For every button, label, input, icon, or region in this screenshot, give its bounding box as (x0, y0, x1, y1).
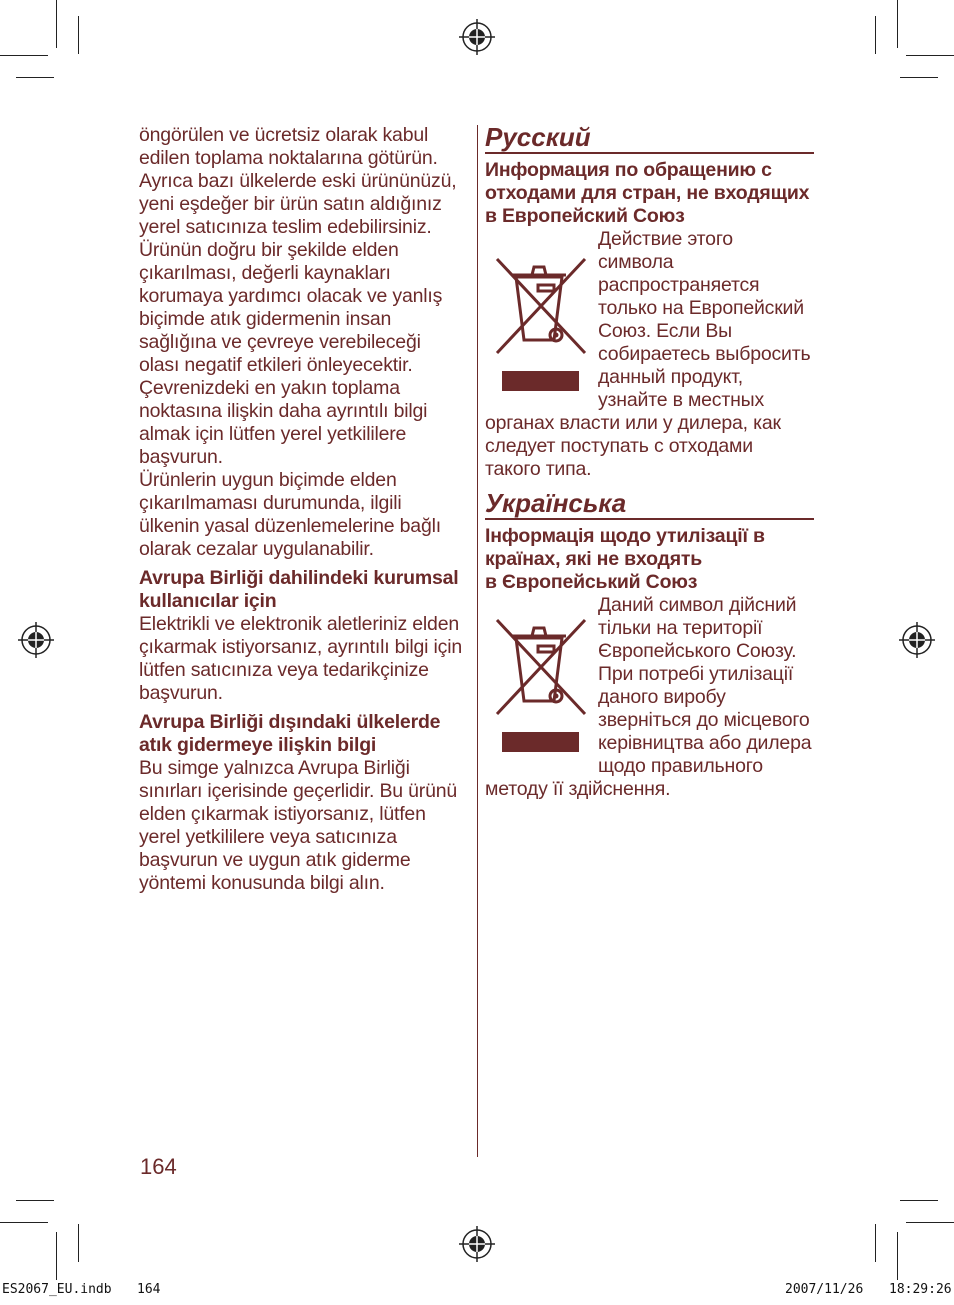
footer-date: 2007/11/26 (785, 1282, 864, 1297)
text-line: almak için lütfen yerel yetkililere (139, 423, 407, 445)
text-line: ülkenin yasal düzenlemelerine bağlı (139, 515, 441, 537)
text-line: Союз. Если Вы (598, 320, 732, 342)
text-line: только на Европейский (598, 297, 804, 319)
heading-line: Avrupa Birliği dışındaki ülkelerde (139, 711, 441, 733)
text-line: собираетесь выбросить (598, 343, 811, 365)
footer-file-name: ES2067_EU.indb (2, 1282, 112, 1297)
heading-line: Avrupa Birliği dahilindeki kurumsal (139, 567, 459, 589)
crop-mark (906, 55, 954, 56)
text-line: başvurun. (139, 446, 223, 468)
text-line: sınırları içerisinde geçerlidir. Bu ürünü (139, 780, 458, 802)
text-line: щодо правильного (598, 755, 763, 777)
crop-mark (0, 1222, 48, 1223)
section-heading (139, 711, 471, 757)
text-line: Даний символ дійсний (598, 594, 797, 616)
registration-mark-icon (459, 1226, 495, 1262)
heading-line: в Европейский Союз (485, 205, 685, 227)
crop-mark (906, 1222, 954, 1223)
paragraph (139, 124, 471, 561)
heading-line: отходами для стран, не входящих (485, 182, 810, 204)
text-line: edilen toplama noktalarına götürün. (139, 147, 438, 169)
text-line: узнайте в местных (598, 389, 765, 411)
crop-mark (56, 0, 57, 48)
text-line: korumaya yardımcı olacak ve yanlış (139, 285, 443, 307)
paragraph (139, 613, 471, 705)
crop-mark (78, 16, 79, 54)
column-divider (477, 125, 478, 1157)
crop-mark (875, 16, 876, 54)
text-line: yerel satıcınıza teslim edebilirsiniz. (139, 216, 432, 238)
text-line: lütfen satıcınıza veya tedarikçinize (139, 659, 429, 681)
section-title: Русский (485, 122, 814, 154)
crop-mark (900, 77, 938, 78)
text-line: зверніться до місцевого (598, 709, 810, 731)
crop-mark (16, 1200, 54, 1201)
text-line: olarak cezalar uygulanabilir. (139, 538, 374, 560)
text-line: başvurun. (139, 682, 223, 704)
page-number: 164 (140, 1154, 177, 1179)
text-line: elden çıkarmak istiyorsanız, lütfen (139, 803, 426, 825)
text-line: Ürünlerin uygun biçimde elden (139, 469, 397, 491)
text-line: sağlığına ve çevreye verebileceği (139, 331, 421, 353)
side-text (598, 228, 814, 412)
crop-mark (16, 77, 54, 78)
text-line: çıkarmak istiyorsanız, ayrıntılı bilgi için (139, 636, 462, 658)
text-line: başvurun ve uygun atık giderme (139, 849, 411, 871)
heading-line: країнах, які не входять (485, 548, 703, 570)
text-line: керівництва або дилера (598, 732, 812, 754)
left-column (139, 124, 471, 895)
text-line: органах власти или у дилера, как (485, 412, 781, 434)
text-line: Действие этого (598, 228, 733, 250)
paragraph (485, 412, 814, 481)
text-line: çıkarılmaması durumunda, ilgili (139, 492, 402, 514)
crop-mark (897, 0, 898, 48)
section-title: Українська (485, 488, 814, 520)
crossed-bin-icon (494, 616, 588, 752)
text-line: символа (598, 251, 674, 273)
text-line: При потребі утилізації (598, 663, 794, 685)
heading-line: Информация по обращению с (485, 159, 772, 181)
registration-mark-icon (459, 19, 495, 55)
section-heading (485, 525, 814, 594)
heading-line: Інформація щодо утилізації в (485, 525, 765, 547)
text-line: тільки на території (598, 617, 763, 639)
heading-line: atık gidermeye ilişkin bilgi (139, 734, 377, 756)
text-line: Європейського Союзу. (598, 640, 797, 662)
section-heading (485, 159, 814, 228)
text-line: такого типа. (485, 458, 592, 480)
footer-page: 164 (137, 1282, 161, 1297)
text-line: методу її здійснення. (485, 778, 671, 800)
footer-time: 18:29:26 (889, 1282, 952, 1297)
text-line: Ayrıca bazı ülkelerde eski ürününüzü, (139, 170, 457, 192)
crop-mark (78, 1224, 79, 1262)
crop-mark (875, 1224, 876, 1262)
text-line: Elektrikli ve elektronik aletleriniz elden (139, 613, 459, 635)
text-line: Bu simge yalnızca Avrupa Birliği (139, 757, 410, 779)
text-line: данный продукт, (598, 366, 743, 388)
text-line: следует поступать с отходами (485, 435, 753, 457)
heading-line: в Європейський Союз (485, 571, 698, 593)
text-line: yeni eşdeğer bir ürün satın aldığınız (139, 193, 442, 215)
text-line: biçimde atık gidermenin insan (139, 308, 392, 330)
registration-mark-icon (899, 622, 935, 658)
crop-mark (897, 1232, 898, 1280)
crop-mark (0, 55, 48, 56)
paragraph (139, 757, 471, 895)
text-line: çıkarılması, değerli kaynakları (139, 262, 391, 284)
text-line: распространяется (598, 274, 760, 296)
text-line: Çevrenizdeki en yakın toplama (139, 377, 400, 399)
text-line: Ürünün doğru bir şekilde elden (139, 239, 399, 261)
text-line: öngörülen ve ücretsiz olarak kabul (139, 124, 429, 146)
side-text (598, 594, 814, 778)
crop-mark (56, 1232, 57, 1280)
crossed-bin-icon (494, 255, 588, 391)
paragraph (485, 778, 814, 801)
text-line: yerel yetkililere veya satıcınıza (139, 826, 397, 848)
registration-mark-icon (18, 622, 54, 658)
text-line: yöntemi konusunda bilgi alın. (139, 872, 385, 894)
crop-mark (900, 1200, 938, 1201)
text-line: noktasına ilişkin daha ayrıntılı bilgi (139, 400, 428, 422)
text-line: olası negatif etkileri önleyecektir. (139, 354, 413, 376)
heading-line: kullanıcılar için (139, 590, 277, 612)
section-heading (139, 567, 471, 613)
text-line: даного виробу (598, 686, 726, 708)
